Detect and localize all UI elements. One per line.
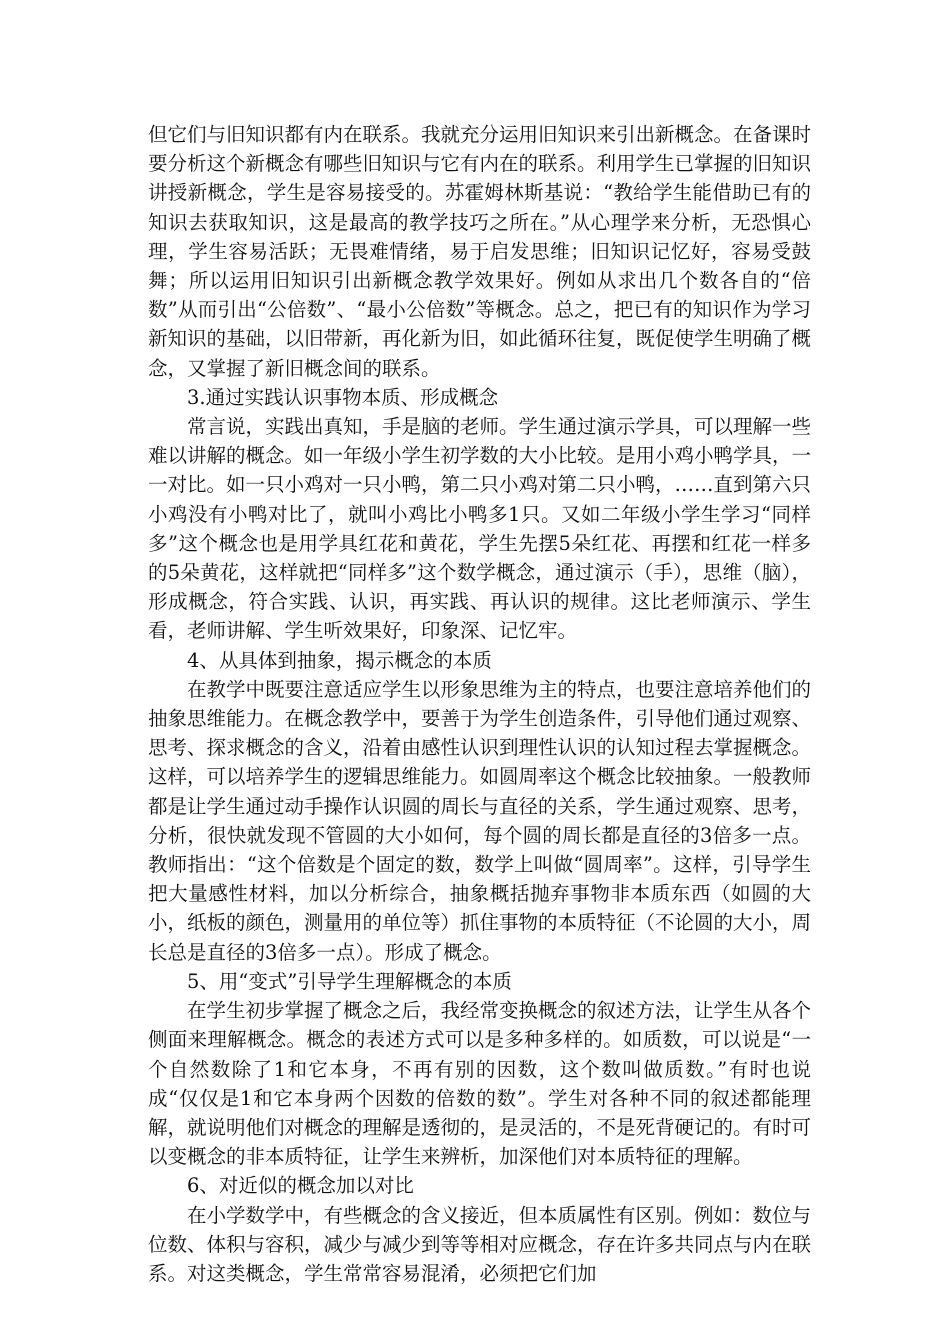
section-heading-5: 5、用“变式”引导学生理解概念的本质 [187,969,512,993]
section-heading-3: 3.通过实践认识事物本质、形成概念 [187,385,499,409]
section-heading-6: 6、对近似的概念加以对比 [187,1174,414,1198]
paragraph-concrete-to-abstract: 在教学中既要注意适应学生以形象思维为主的特点，也要注意培养他们的抽象思维能力。在概念教学中，要善于为学生创造条件，引导他们通过观察、思考、探求概念的含义，沿着由感性认识到理性认识的认知过程去掌握概念。这样，可以培养学生的逻辑思维能力。如圆周率这个概念比较抽象。一般教师都是让学生通过动手操作认识圆的周长与直径的关系，学生通过观察、思考，分析，很快就发现不管圆的大小如何，每个圆的周长都是直径的3倍多一点。教师指出：“这个倍数是个固定的数，数学上叫做“圆周率”。这样，引导学生把大量感性材料，加以分析综合，抽象概括抛弃事物非本质东西（如圆的大小，纸板的颜色，测量用的单位等）抓住事物的本质特征（不论圆的大小，周长总是直径的3倍多一点）。形成了概念。 [148,677,812,964]
section-heading-4: 4、从具体到抽象，揭示概念的本质 [187,648,492,672]
paragraph-similar-concepts: 在小学数学中，有些概念的含义接近，但本质属性有区别。例如：数位与位数、体积与容积，减少与减少到等等相对应概念，存在许多共同点与内在联系。对这类概念，学生常常容易混淆，必须把它们加 [148,1203,812,1285]
paragraph-old-knowledge: 但它们与旧知识都有内在联系。我就充分运用旧知识来引出新概念。在备课时要分析这个新概念有哪些旧知识与它有内在的联系。利用学生已掌握的旧知识讲授新概念，学生是容易接受的。苏霍姆林斯基说：“教给学生能借助已有的知识去获取知识，这是最高的教学技巧之所在。”从心理学来分析，无恐惧心理，学生容易活跃；无畏难情绪，易于启发思维；旧知识记忆好，容易受鼓舞；所以运用旧知识引出新概念教学效果好。例如从求出几个数各自的“倍数”从而引出“公倍数”、“最小公倍数”等概念。总之，把已有的知识作为学习新知识的基础，以旧带新，再化新为旧，如此循环往复，既促使学生明确了概念，又掌握了新旧概念间的联系。 [148,123,812,380]
document-page [148,120,811,1288]
paragraph-practice: 常言说，实践出真知，手是脑的老师。学生通过演示学具，可以理解一些难以讲解的概念。如一年级小学生初学数的大小比较。是用小鸡小鸭学具，一一对比。如一只小鸡对一只小鸭，第二只小鸡对第二只小鸭，……直到第六只小鸡没有小鸭对比了，就叫小鸡比小鸭多1只。又如二年级小学生学习“同样多”这个概念也是用学具红花和黄花，学生先摆5朵红花、再摆和红花一样多的5朵黄花，这样就把“同样多”这个数学概念，通过演示（手），思维（脑），形成概念，符合实践、认识，再实践、再认识的规律。这比老师演示、学生看，老师讲解、学生听效果好，印象深、记忆牢。 [148,415,812,643]
paragraph-variation: 在学生初步掌握了概念之后，我经常变换概念的叙述方法，让学生从各个侧面来理解概念。概念的表述方式可以是多种多样的。如质数，可以说是“一个自然数除了1和它本身，不再有别的因数，这个数叫做质数。”有时也说成“仅仅是1和它本身两个因数的倍数的数”。学生对各种不同的叙述都能理解，就说明他们对概念的理解是透彻的，是灵活的，不是死背硬记的。有时可以变概念的非本质特征，让学生来辨析，加深他们对本质特征的理解。 [148,999,812,1169]
